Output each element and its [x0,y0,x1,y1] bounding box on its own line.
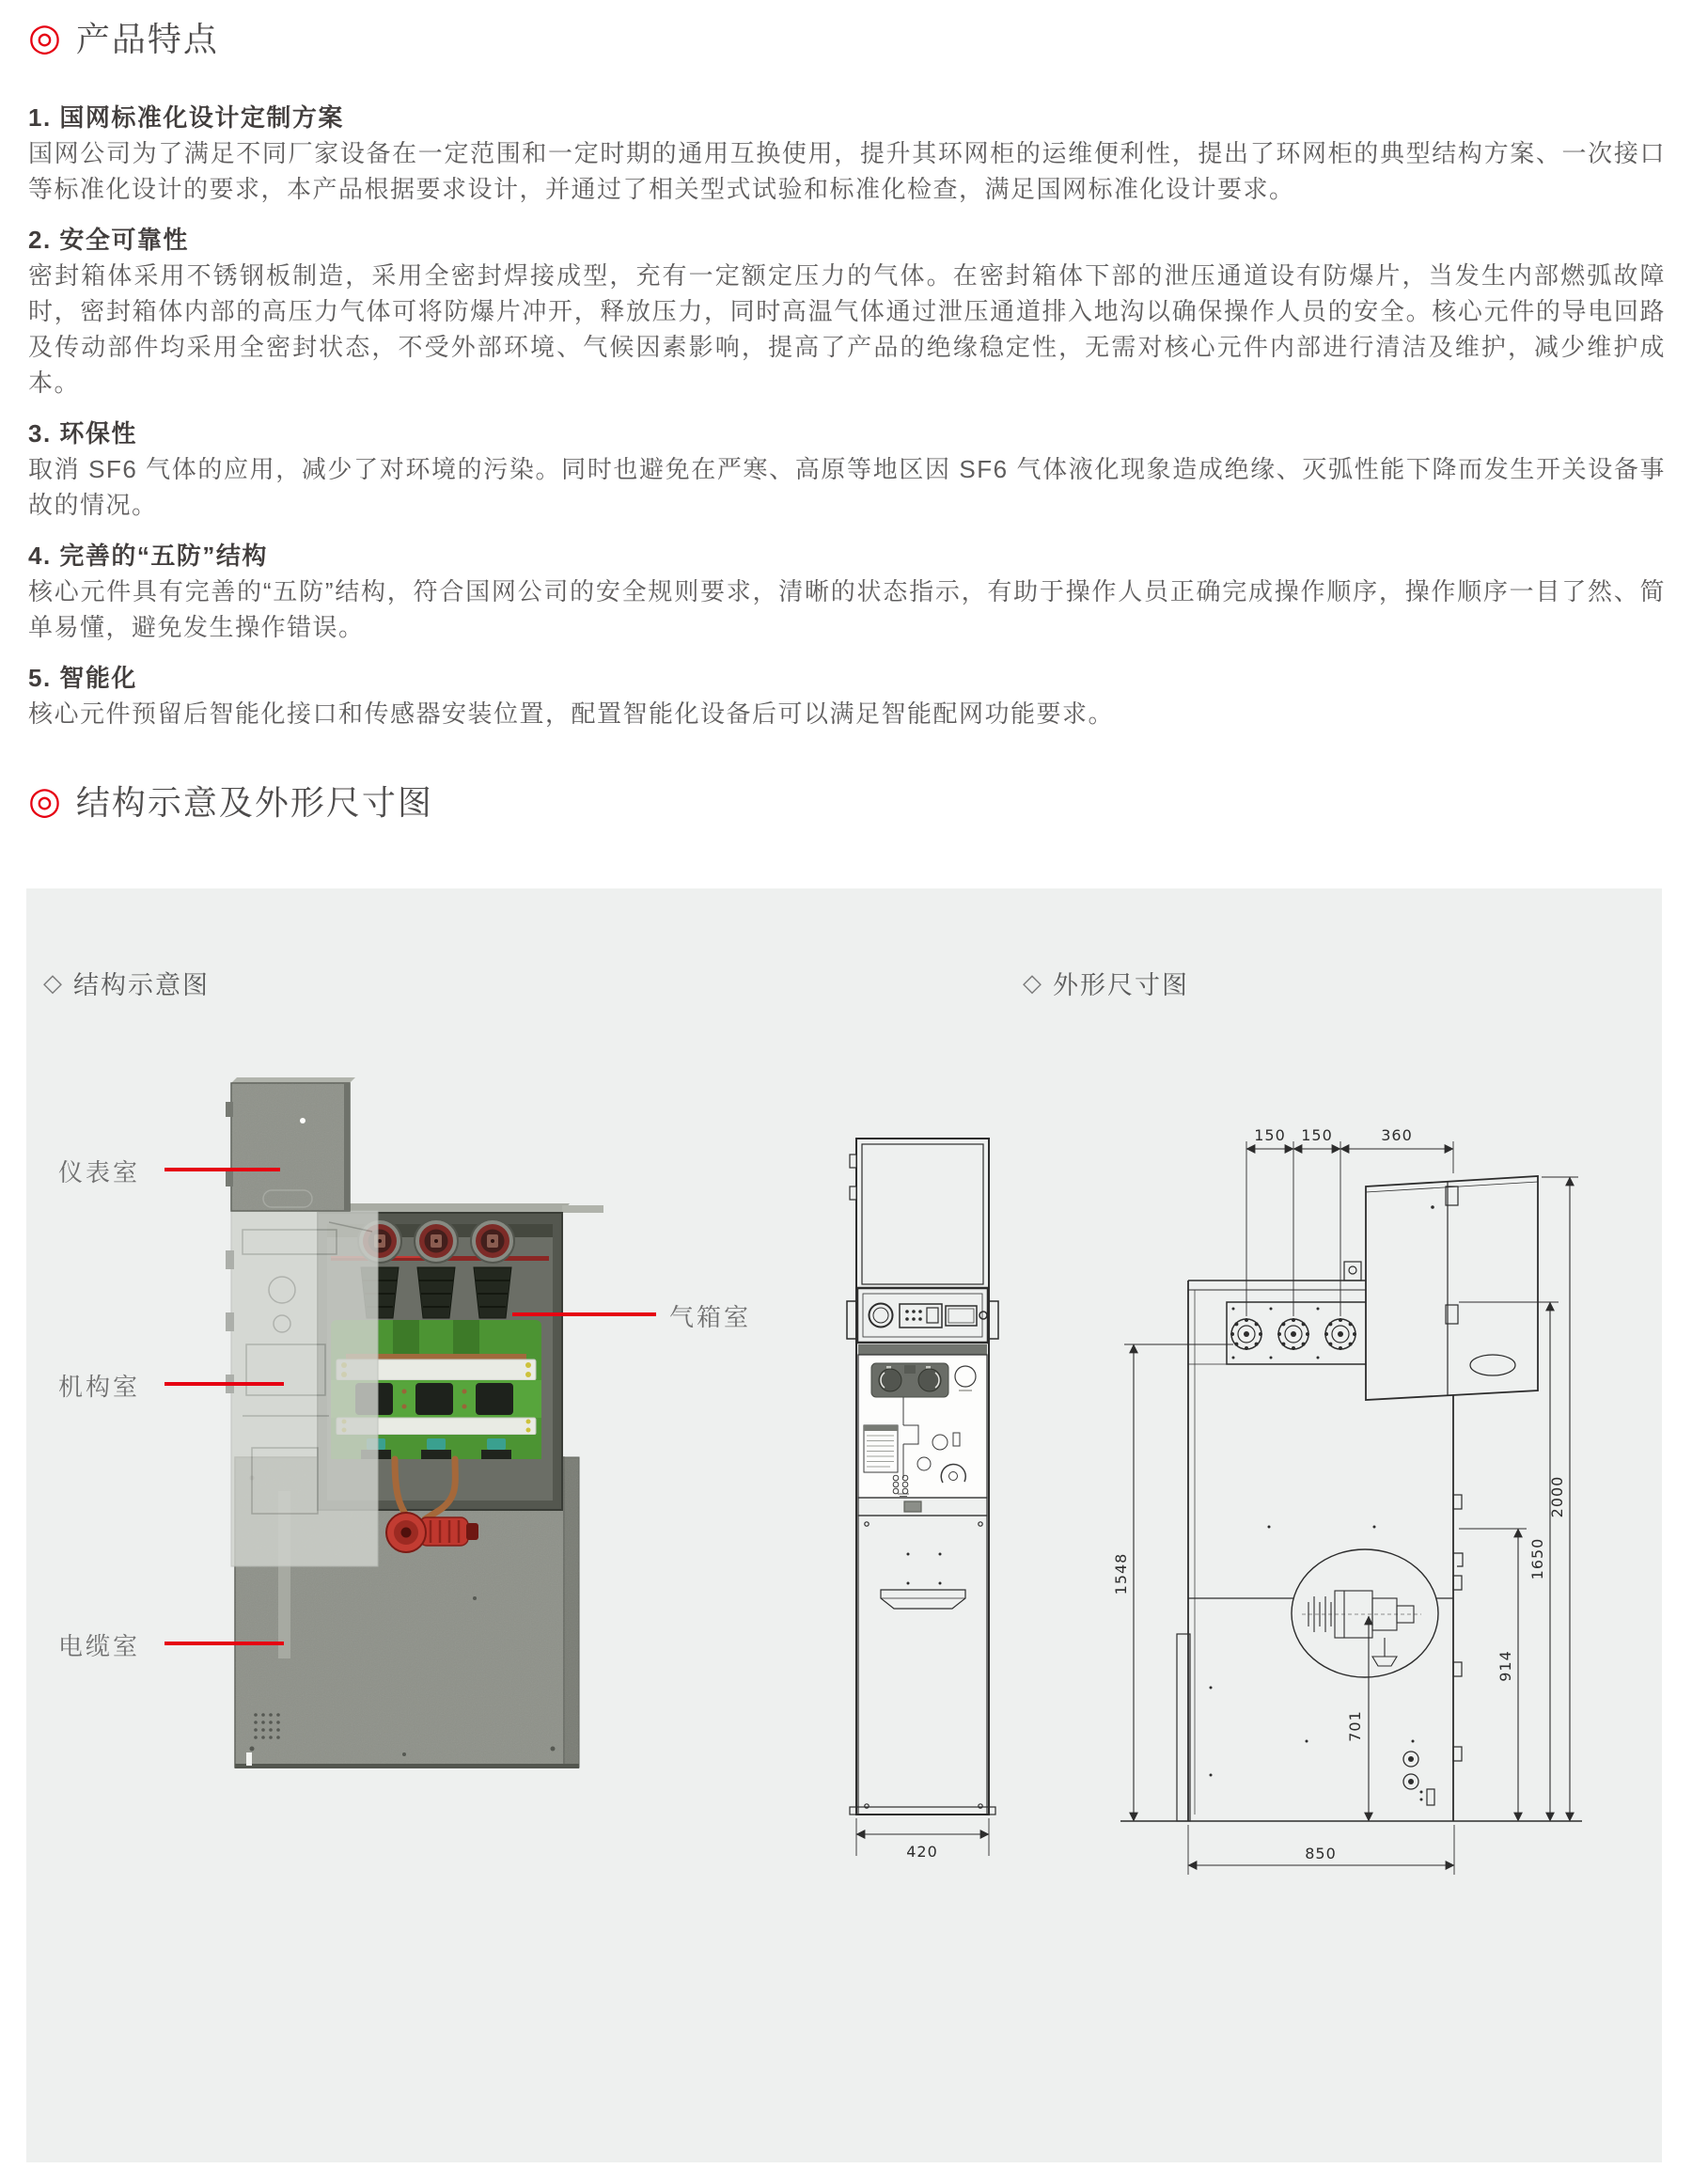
label-mechanism-compartment: 机构室 [58,1373,141,1401]
feature-body: 密封箱体采用不锈钢板制造，采用全密封焊接成型，充有一定额定压力的气体。在密封箱体下部的泄压通道设有防爆片，当发生内部燃弧故障时，密封箱体内部的高压力气体可将防爆片冲开，释放压力，同时高温气体通过泄压通道排入地沟以确保操作人员的安全。核心元件的导电回路及传动部件均采用全密封状态，不受外部环境、气候因素影响，提高了产品的绝缘稳定性，无需对核心元件内部进行清洁及维护，减少维护成本。 [28,261,1666,397]
diamond-icon: ◇ [43,968,64,997]
feature-body: 核心元件具有完善的“五防”结构，符合国网公司的安全规则要求，清晰的状态指示，有助于操作人员正确完成操作顺序，操作顺序一目了然、简单易懂，避免发生操作错误。 [28,577,1666,641]
bushing-trio [358,1219,514,1263]
feature-heading: 2. 安全可靠性 [28,226,189,254]
label-gas-tank-compartment: 气箱室 [669,1303,752,1331]
side-bushings [1230,1318,1356,1350]
feature-body: 核心元件预留后智能化接口和传感器安装位置，配置智能化设备后可以满足智能配网功能要求。 [28,699,1115,728]
dim-360: 360 [1381,1126,1413,1144]
feature-heading: 1. 国网标准化设计定制方案 [28,103,344,132]
epoxy-cones [361,1267,511,1318]
feature-heading: 4. 完善的“五防”结构 [28,542,268,570]
section-title-text: 产品特点 [75,20,219,58]
dim-1650: 1650 [1528,1537,1546,1580]
side-instrument-box [1366,1176,1538,1400]
feature-body: 取消 SF6 气体的应用，减少了对环境的污染。同时也避免在严寒、高原等地区因 SF6 气体液化现象造成绝缘、灭弧性能下降而发生开关设备事故的情况。 [28,455,1666,519]
dimension-header-text: 外形尺寸图 [1053,971,1189,999]
double-circle-icon: ◎ [28,779,63,822]
dim-2000: 2000 [1548,1475,1566,1518]
dim-701: 701 [1346,1710,1364,1742]
structure-diagram [164,1077,656,1768]
structure-header-text: 结构示意图 [73,971,210,999]
dim-420: 420 [906,1843,938,1861]
dimension-drawings [847,1126,1582,1875]
feature-body: 国网公司为了满足不同厂家设备在一定范围和一定时期的通用互换使用，提升其环网柜的运维便利性，提出了环网柜的典型结构方案、一次接口等标准化设计的要求，本产品根据要求设计，并通过了相关型式试验和标准化检查，满足国网标准化设计要求。 [28,139,1666,203]
label-instrument-compartment: 仪表室 [58,1158,141,1186]
dim-1548: 1548 [1112,1552,1130,1595]
section-title-text: 结构示意及外形尺寸图 [75,783,433,822]
detail-balloon [1292,1549,1438,1677]
front-view-drawing [847,1139,998,1815]
section-title-drawings [28,777,433,825]
mechanism-compartment-ghost [226,1211,378,1566]
dim-914: 914 [1496,1650,1514,1682]
label-cable-compartment: 电缆室 [58,1632,141,1660]
panel-graphics [26,888,1662,2162]
section-title-features [28,13,219,61]
dim-850: 850 [1305,1845,1337,1862]
feature-heading: 3. 环保性 [28,419,137,448]
diamond-icon: ◇ [1023,968,1043,997]
feature-heading: 5. 智能化 [28,664,137,692]
double-circle-icon: ◎ [28,16,63,58]
feature-list [28,100,1666,731]
dim-150-left: 150 [1254,1126,1286,1144]
dim-150-right: 150 [1301,1126,1333,1144]
instrument-compartment-box [226,1077,355,1211]
